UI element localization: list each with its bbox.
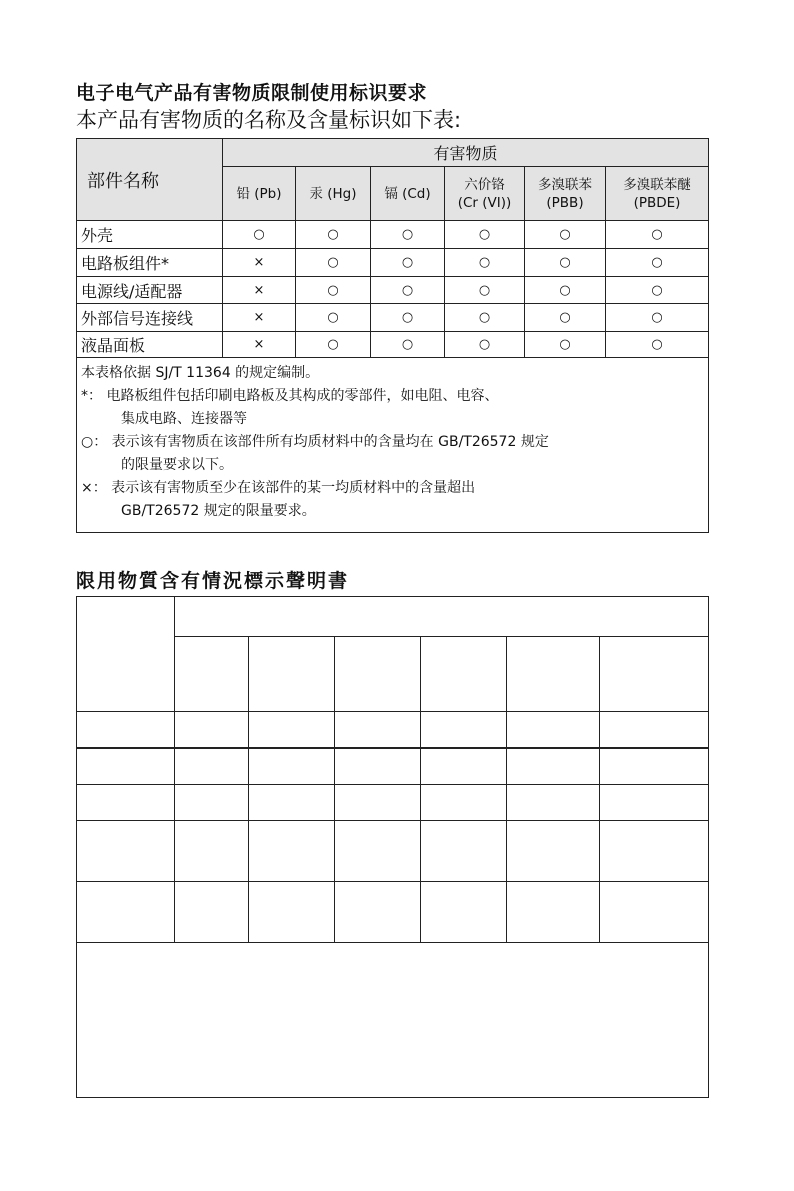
substance-mark: ○ [296, 332, 371, 358]
column-header-pb: 铅 (Pb) [223, 167, 296, 221]
substance-mark: ○ [223, 221, 296, 249]
blank-cell [249, 748, 335, 785]
blank-cell [335, 748, 421, 785]
table-row [77, 785, 709, 821]
table-row [77, 712, 709, 748]
substance-group-header: 有害物质 [223, 139, 709, 167]
blank-cell [507, 637, 600, 712]
substance-mark: ○ [525, 249, 606, 277]
blank-cell [175, 785, 249, 821]
substance-mark: ○ [371, 304, 445, 332]
blank-cell [600, 712, 709, 748]
blank-cell [77, 821, 175, 882]
substance-mark: ○ [445, 277, 525, 304]
blank-cell [600, 821, 709, 882]
blank-cell [507, 821, 600, 882]
blank-cell [175, 712, 249, 748]
table-row [77, 748, 709, 785]
blank-cell [249, 785, 335, 821]
substance-mark: × [223, 249, 296, 277]
part-name: 外壳 [77, 221, 223, 249]
substance-mark: ○ [525, 221, 606, 249]
blank-cell [421, 748, 507, 785]
substance-mark: ○ [296, 304, 371, 332]
blank-cell [421, 882, 507, 943]
blank-cell [335, 712, 421, 748]
blank-cell [77, 748, 175, 785]
note-asterisk-cont: 集成电路、连接器等 [121, 411, 247, 427]
substance-mark: ○ [371, 332, 445, 358]
restricted-substance-declaration-table [76, 596, 709, 1098]
substance-mark: ○ [606, 277, 709, 304]
hazardous-substance-table [76, 138, 709, 533]
substance-mark: ○ [606, 332, 709, 358]
blank-cell [77, 882, 175, 943]
substance-mark: ○ [445, 221, 525, 249]
part-name: 液晶面板 [77, 332, 223, 358]
substance-mark: ○ [445, 304, 525, 332]
blank-cell [249, 637, 335, 712]
blank-cell [249, 821, 335, 882]
substance-mark: × [223, 277, 296, 304]
note-cross-cont: GB/T26572 规定的限量要求。 [121, 503, 316, 519]
substance-mark: ○ [371, 221, 445, 249]
table-row [77, 332, 709, 358]
table-notes [77, 358, 709, 533]
section1-title: 电子电气产品有害物质限制使用标识要求 [76, 82, 428, 104]
substance-mark: ○ [606, 304, 709, 332]
note-circle-cont: 的限量要求以下。 [121, 457, 233, 473]
blank-cell [335, 637, 421, 712]
blank-cell [421, 637, 507, 712]
blank-cell [335, 785, 421, 821]
substance-mark: ○ [525, 304, 606, 332]
substance-mark: ○ [445, 332, 525, 358]
blank-cell [421, 821, 507, 882]
table-row [77, 304, 709, 332]
substance-mark: ○ [606, 221, 709, 249]
blank-cell [421, 712, 507, 748]
column-header-cr6: 六价铬 (Cr (VI)) [445, 167, 525, 221]
part-name-header: 部件名称 [77, 139, 223, 221]
substance-mark: × [223, 304, 296, 332]
blank-cell [600, 882, 709, 943]
part-name: 电源线/适配器 [77, 277, 223, 304]
blank-cell [77, 597, 175, 712]
note-standard: 本表格依据 SJ/T 11364 的规定编制。 [81, 365, 320, 381]
table-row [77, 882, 709, 943]
part-name: 电路板组件* [77, 249, 223, 277]
blank-cell [507, 712, 600, 748]
substance-mark: ○ [296, 277, 371, 304]
column-header-cd: 镉 (Cd) [371, 167, 445, 221]
substance-mark: ○ [371, 277, 445, 304]
blank-cell [175, 637, 249, 712]
column-header-pbb: 多溴联苯 (PBB) [525, 167, 606, 221]
part-name: 外部信号连接线 [77, 304, 223, 332]
blank-cell [507, 882, 600, 943]
blank-cell [77, 712, 175, 748]
blank-cell [175, 882, 249, 943]
substance-mark: ○ [525, 332, 606, 358]
blank-cell [249, 882, 335, 943]
substance-mark: × [223, 332, 296, 358]
blank-cell [175, 748, 249, 785]
substance-mark: ○ [296, 249, 371, 277]
blank-cell [175, 821, 249, 882]
blank-cell [600, 785, 709, 821]
table-row [77, 277, 709, 304]
blank-cell [600, 637, 709, 712]
blank-cell [507, 785, 600, 821]
blank-cell [175, 597, 709, 637]
note-circle: ○： 表示该有害物质在该部件所有均质材料中的含量均在 GB/T26572 规定 [81, 434, 549, 450]
blank-cell [249, 712, 335, 748]
blank-cell [507, 748, 600, 785]
note-cross: ×： 表示该有害物质至少在该部件的某一均质材料中的含量超出 [81, 480, 476, 496]
substance-mark: ○ [445, 249, 525, 277]
section2-title: 限用物質含有情況標示聲明書 [76, 570, 350, 592]
table-row [77, 249, 709, 277]
blank-cell [421, 785, 507, 821]
substance-mark: ○ [371, 249, 445, 277]
column-header-pbde: 多溴联苯醚 (PBDE) [606, 167, 709, 221]
blank-cell [600, 748, 709, 785]
substance-mark: ○ [606, 249, 709, 277]
blank-cell [335, 821, 421, 882]
column-header-hg: 汞 (Hg) [296, 167, 371, 221]
blank-cell [335, 882, 421, 943]
table-row [77, 221, 709, 249]
substance-mark: ○ [296, 221, 371, 249]
blank-cell [77, 785, 175, 821]
table-row [77, 821, 709, 882]
substance-mark: ○ [525, 277, 606, 304]
blank-notes-cell [77, 943, 709, 1098]
note-asterisk: *： 电路板组件包括印刷电路板及其构成的零部件，如电阻、电容、 [81, 388, 499, 404]
section1-subtitle: 本产品有害物质的名称及含量标识如下表: [76, 108, 462, 132]
